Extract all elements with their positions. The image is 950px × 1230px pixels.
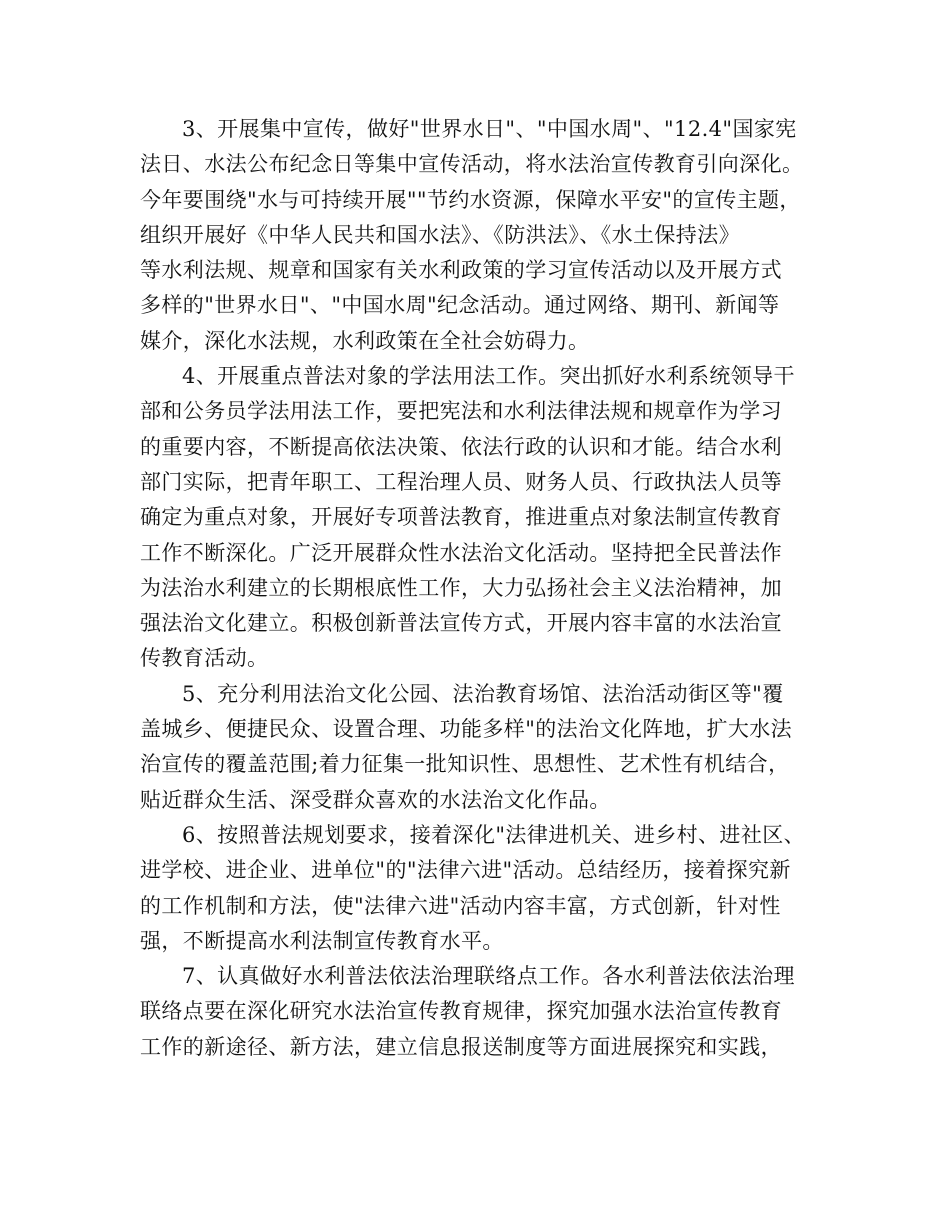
text-line: 3、开展集中宣传，做好"世界水日"、"中国水周"、"12.4"国家宪 — [182, 117, 797, 141]
text-line: 贴近群众生活、深受群众喜欢的水法治文化作品。 — [140, 787, 611, 812]
text-line: 7、认真做好水利普法依法治理联络点工作。各水利普法依法治理 — [182, 964, 795, 989]
paragraph-7 — [140, 959, 820, 1065]
text-line: 6、按照普法规划要求，接着深化"法律进机关、进乡村、进社区、 — [182, 822, 806, 847]
text-line: 工作的新途径、新方法，建立信息报送制度等方面进展探究和实践， — [140, 1034, 782, 1059]
text-line: 部和公务员学法用法工作，要把宪法和水利法律法规和规章作为学习 — [140, 399, 782, 424]
text-line: 的重要内容，不断提高依法决策、依法行政的认识和才能。结合水利 — [140, 434, 782, 459]
paragraph-6 — [140, 818, 820, 959]
text-line: 5、充分利用法治文化公园、法治教育场馆、法治活动街区等"覆 — [182, 681, 784, 706]
text-line: 治宣传的覆盖范围;着力征集一批知识性、思想性、艺术性有机结合， — [140, 752, 790, 777]
text-line: 法日、水法公布纪念日等集中宣传活动，将水法治宣传教育引向深化。 — [140, 152, 804, 177]
text-line: 强法治文化建立。积极创新普法宣传方式，开展内容丰富的水法治宣 — [140, 611, 782, 636]
document-body — [140, 112, 820, 1065]
text-line: 多样的"世界水日"、"中国水周"纪念活动。通过网络、期刊、新闻等 — [140, 293, 780, 318]
text-line: 传教育活动。 — [140, 646, 269, 671]
paragraph-3 — [140, 112, 820, 359]
text-line: 为法治水利建立的长期根底性工作，大力弘扬社会主义法治精神，加 — [140, 575, 782, 600]
text-line: 部门实际，把青年职工、工程治理人员、财务人员、行政执法人员等 — [140, 469, 782, 494]
text-line: 的工作机制和方法，使"法律六进"活动内容丰富，方式创新，针对性 — [140, 893, 781, 918]
text-line: 组织开展好《中华人民共和国水法》、《防洪法》、《水土保持法》 — [140, 222, 740, 247]
text-line: 盖城乡、便捷民众、设置合理、功能多样"的法治文化阵地，扩大水法 — [140, 717, 793, 742]
paragraph-5 — [140, 677, 820, 818]
text-line: 今年要围绕"水与可持续开展""节约水资源，保障水平安"的宣传主题， — [140, 187, 801, 212]
text-line: 进学校、进企业、进单位"的"法律六进"活动。总结经历，接着探究新 — [140, 858, 791, 883]
text-line: 强，不断提高水利法制宣传教育水平。 — [140, 928, 504, 953]
text-line: 工作不断深化。广泛开展群众性水法治文化活动。坚持把全民普法作 — [140, 540, 782, 565]
text-line: 确定为重点对象，开展好专项普法教育，推进重点对象法制宣传教育 — [140, 505, 782, 530]
text-line: 联络点要在深化研究水法治宣传教育规律，探究加强水法治宣传教育 — [140, 999, 782, 1024]
text-line: 媒介，深化水法规，水利政策在全社会妨碍力。 — [140, 328, 590, 353]
text-line: 等水利法规、规章和国家有关水利政策的学习宣传活动以及开展方式 — [140, 258, 782, 283]
text-line: 4、开展重点普法对象的学法用法工作。突出抓好水利系统领导干 — [182, 364, 795, 389]
paragraph-4 — [140, 359, 820, 677]
